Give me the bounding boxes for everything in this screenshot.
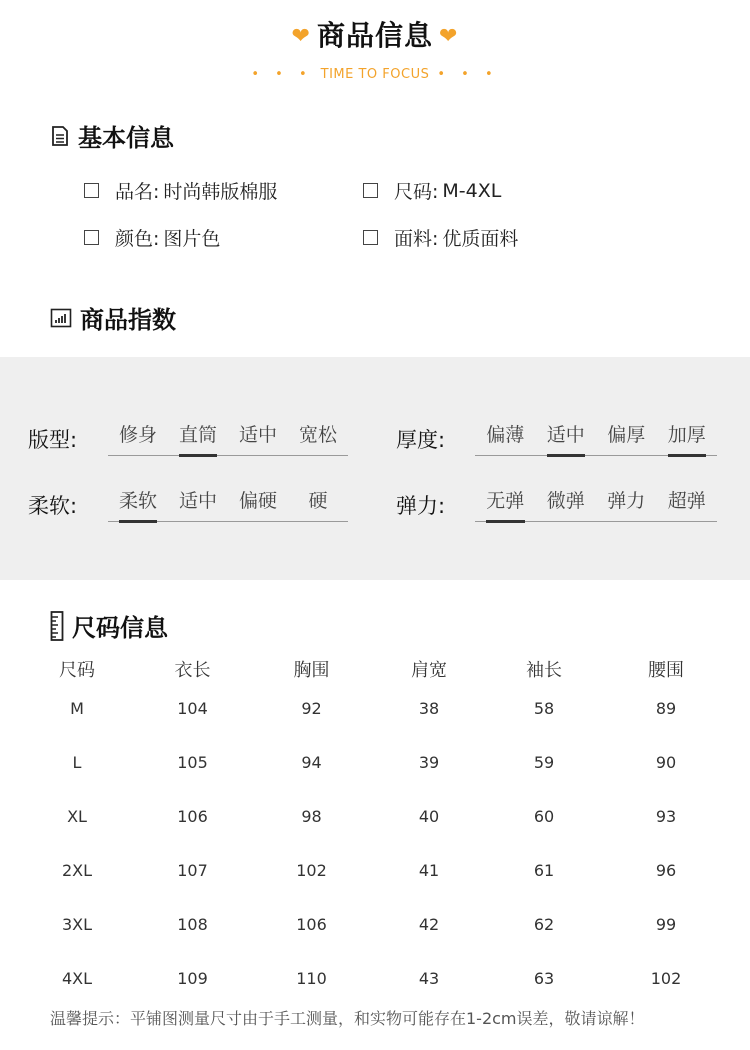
table-cell: 42 [418, 915, 440, 934]
table-row [18, 915, 738, 934]
index-option-selected: 适中 [536, 419, 597, 455]
index-option: 偏薄 [486, 424, 525, 446]
table-cell: M [70, 699, 84, 718]
index-option-selected: 柔软 [108, 485, 168, 521]
table-cell: 105 [177, 753, 208, 772]
heart-icon: ❤ [291, 24, 311, 49]
index-label-elasticity: 弹力: [396, 494, 446, 518]
page-subtitle [0, 67, 750, 82]
index-options-thickness [475, 419, 717, 456]
index-option: 超弹 [667, 490, 706, 512]
table-cell: 107 [177, 861, 208, 880]
dots-left: • • • [251, 67, 313, 82]
index-options-elasticity [475, 485, 717, 522]
table-cell: 38 [418, 699, 440, 718]
page-title [0, 14, 750, 54]
footer-note: 温馨提示：平铺图测量尺寸由于手工测量，和实物可能存在1-2cm误差，敬请谅解！ [50, 1009, 645, 1028]
table-cell: 59 [533, 753, 555, 772]
table-cell: 90 [655, 753, 677, 772]
column-header: 尺码 [59, 660, 95, 681]
table-cell: 62 [533, 915, 555, 934]
table-row [18, 807, 738, 826]
table-cell: 89 [655, 699, 677, 718]
index-option: 适中 [178, 490, 217, 512]
table-cell: 4XL [61, 969, 93, 988]
index-option: 弹力 [607, 490, 646, 512]
table-cell: 61 [533, 861, 555, 880]
document-icon [50, 125, 70, 147]
product-index-panel [0, 357, 750, 580]
table-row [18, 861, 738, 880]
info-value: 优质面料 [442, 228, 519, 250]
index-option: 微弹 [546, 490, 585, 512]
basic-info-heading [50, 118, 174, 153]
info-item-name [84, 177, 277, 204]
table-row [18, 753, 738, 772]
table-cell: 96 [655, 861, 677, 880]
basic-info-title: 基本信息 [78, 124, 174, 152]
index-option-selected: 加厚 [657, 419, 718, 455]
table-cell: 2XL [61, 861, 93, 880]
table-cell: 39 [418, 753, 440, 772]
table-cell: 102 [296, 861, 327, 880]
index-options-softness [108, 485, 348, 522]
info-label: 面料: [394, 228, 439, 250]
index-option: 偏硬 [238, 490, 277, 512]
index-label-softness: 柔软: [28, 494, 78, 518]
size-info-title: 尺码信息 [72, 614, 168, 642]
info-item-fabric [363, 224, 518, 251]
info-value: 时尚韩版棉服 [163, 181, 278, 203]
table-cell: 63 [533, 969, 555, 988]
column-header: 衣长 [174, 660, 211, 681]
info-value: 图片色 [163, 228, 221, 250]
table-cell: 60 [533, 807, 555, 826]
table-cell: 94 [301, 753, 322, 772]
column-header: 袖长 [526, 660, 562, 681]
page-title-text: 商品信息 [316, 19, 433, 52]
table-cell: 106 [296, 915, 327, 934]
table-cell: L [72, 753, 82, 772]
size-table-header [18, 656, 738, 682]
index-option: 宽松 [298, 424, 337, 446]
bar-chart-icon [50, 308, 72, 328]
info-label: 尺码: [394, 181, 439, 203]
dots-right: • • • [437, 67, 499, 82]
checkbox-icon [363, 183, 378, 198]
table-cell: 106 [177, 807, 208, 826]
index-option: 适中 [238, 424, 277, 446]
subtitle-text: TIME TO FOCUS [320, 67, 430, 82]
table-cell: 99 [655, 915, 677, 934]
info-label: 颜色: [115, 228, 160, 250]
product-index-heading [50, 300, 176, 335]
checkbox-icon [363, 230, 378, 245]
info-value: M-4XL [442, 179, 502, 202]
ruler-icon [50, 611, 64, 641]
size-info-heading [50, 608, 168, 643]
table-cell: 3XL [61, 915, 93, 934]
table-cell: 41 [418, 861, 440, 880]
table-cell: 102 [650, 969, 682, 988]
table-cell: 92 [301, 699, 322, 718]
index-option: 偏厚 [607, 424, 646, 446]
table-cell: 110 [296, 969, 327, 988]
info-item-color [84, 224, 220, 251]
index-option-selected: 直筒 [168, 419, 228, 455]
column-header: 腰围 [648, 660, 684, 681]
table-cell: 43 [418, 969, 440, 988]
table-cell: 104 [177, 699, 208, 718]
info-label: 品名: [115, 181, 160, 203]
table-cell: 40 [418, 807, 440, 826]
checkbox-icon [84, 183, 99, 198]
checkbox-icon [84, 230, 99, 245]
table-row [18, 699, 738, 718]
index-option-selected: 无弹 [475, 485, 536, 521]
index-option: 修身 [118, 424, 157, 446]
index-label-fit: 版型: [28, 428, 78, 452]
info-item-size [363, 177, 501, 204]
index-label-thickness: 厚度: [396, 428, 446, 452]
table-cell: 58 [533, 699, 555, 718]
heart-icon: ❤ [439, 24, 459, 49]
table-cell: 93 [655, 807, 677, 826]
column-header: 胸围 [293, 660, 330, 681]
table-cell: 98 [301, 807, 322, 826]
product-index-title: 商品指数 [80, 306, 176, 334]
index-options-fit [108, 419, 348, 456]
table-row [18, 969, 738, 988]
column-header: 肩宽 [411, 660, 447, 681]
table-cell: XL [67, 807, 87, 826]
index-option: 硬 [308, 490, 328, 512]
table-cell: 109 [177, 969, 208, 988]
table-cell: 108 [177, 915, 208, 934]
